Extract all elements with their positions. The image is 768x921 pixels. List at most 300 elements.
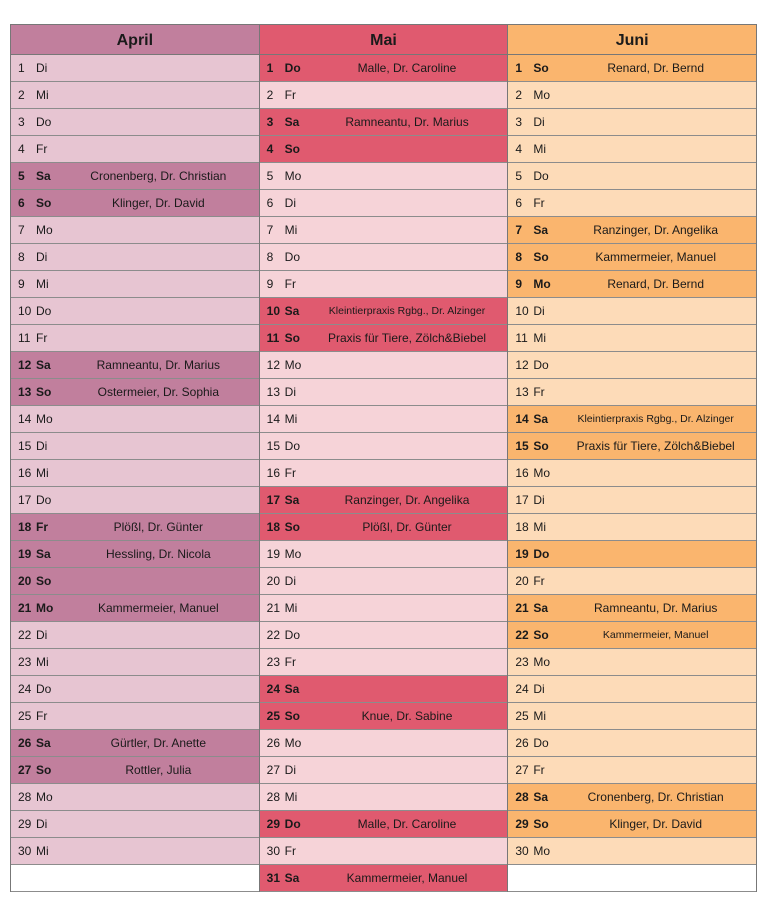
day-row — [260, 811, 508, 838]
weekday: Di — [533, 304, 545, 318]
month-column-juni — [507, 24, 757, 892]
weekday: Di — [284, 385, 297, 399]
day-number: 14 — [18, 412, 32, 426]
on-duty-vet: Renard, Dr. Bernd — [607, 277, 705, 291]
weekday: Di — [533, 115, 545, 129]
day-number: 26 — [515, 736, 529, 750]
day-row — [260, 649, 508, 676]
day-number: 19 — [266, 547, 281, 561]
day-number: 17 — [515, 493, 529, 507]
on-duty-vet: Malle, Dr. Caroline — [357, 817, 457, 831]
day-row — [508, 838, 756, 865]
day-row — [260, 109, 508, 136]
day-row — [11, 136, 259, 163]
day-number: 5 — [515, 169, 523, 183]
day-number: 7 — [266, 223, 274, 237]
day-row — [11, 352, 259, 379]
day-number: 30 — [515, 844, 529, 858]
weekday: Do — [533, 169, 549, 183]
day-row — [11, 487, 259, 514]
day-row — [260, 55, 508, 82]
weekday: Mi — [36, 844, 49, 858]
weekday: Do — [533, 547, 550, 561]
weekday: Sa — [36, 358, 51, 372]
weekday: Di — [533, 682, 545, 696]
day-row — [508, 622, 756, 649]
day-row — [11, 55, 259, 82]
weekday: Di — [36, 439, 48, 453]
day-number: 22 — [18, 628, 32, 642]
day-row — [508, 244, 756, 271]
day-row — [260, 325, 508, 352]
day-row — [508, 460, 756, 487]
day-row — [260, 379, 508, 406]
day-row — [11, 649, 259, 676]
weekday: Di — [36, 628, 48, 642]
weekday: So — [36, 763, 52, 777]
day-row — [508, 136, 756, 163]
day-number: 4 — [515, 142, 523, 156]
day-number: 12 — [18, 358, 32, 372]
day-row — [11, 217, 259, 244]
weekday: So — [36, 574, 52, 588]
day-number: 21 — [515, 601, 529, 615]
day-row — [260, 703, 508, 730]
day-number: 30 — [266, 844, 281, 858]
weekday: Mi — [284, 790, 298, 804]
day-row — [260, 865, 508, 892]
weekday: Mo — [36, 412, 53, 426]
day-number: 23 — [515, 655, 529, 669]
day-row — [11, 595, 259, 622]
day-row — [11, 703, 259, 730]
weekday: Mi — [36, 655, 49, 669]
on-duty-vet: Gürtler, Dr. Anette — [110, 736, 207, 750]
day-row — [11, 784, 259, 811]
day-number: 2 — [18, 88, 25, 102]
day-row — [508, 406, 756, 433]
day-number: 1 — [266, 61, 274, 75]
day-number: 15 — [18, 439, 32, 453]
day-number: 3 — [266, 115, 274, 129]
weekday: Di — [284, 763, 297, 777]
on-duty-vet: Plößl, Dr. Günter — [362, 520, 452, 534]
day-row — [260, 514, 508, 541]
day-row — [260, 163, 508, 190]
day-row — [11, 325, 259, 352]
day-row — [260, 190, 508, 217]
weekday: Do — [284, 439, 301, 453]
day-number: 1 — [515, 61, 523, 75]
day-row — [260, 757, 508, 784]
on-duty-vet: Ramneantu, Dr. Marius — [593, 601, 718, 615]
day-row — [508, 703, 756, 730]
month-header-april: April — [11, 24, 259, 55]
weekday: Mi — [36, 277, 49, 291]
day-number: 25 — [18, 709, 32, 723]
month-column-mai — [259, 24, 508, 892]
weekday: Mo — [36, 601, 54, 615]
weekday: Mo — [533, 88, 551, 102]
weekday: Fr — [36, 142, 48, 156]
on-duty-vet: Cronenberg, Dr. Christian — [587, 790, 724, 804]
day-row — [260, 244, 508, 271]
day-row — [508, 784, 756, 811]
day-number: 2 — [515, 88, 523, 102]
weekday: Di — [36, 61, 48, 75]
weekday: Mo — [533, 844, 551, 858]
weekday: Di — [36, 250, 48, 264]
day-number: 22 — [515, 628, 529, 642]
day-number: 11 — [515, 331, 528, 345]
day-row — [11, 298, 259, 325]
weekday: So — [36, 385, 52, 399]
day-number: 25 — [266, 709, 281, 723]
day-number: 1 — [18, 61, 25, 75]
day-number: 11 — [18, 331, 31, 345]
weekday: So — [533, 250, 549, 264]
weekday: So — [284, 520, 301, 534]
weekday: Sa — [284, 115, 300, 129]
weekday: Mi — [36, 466, 49, 480]
day-number: 22 — [266, 628, 281, 642]
day-row — [11, 190, 259, 217]
weekday: Sa — [284, 871, 300, 885]
weekday: Mo — [284, 169, 302, 183]
weekday: Do — [284, 250, 301, 264]
day-number: 29 — [18, 817, 32, 831]
weekday: Sa — [533, 412, 549, 426]
on-duty-vet: Praxis für Tiere, Zölch&Biebel — [327, 331, 487, 345]
day-row — [260, 352, 508, 379]
day-number: 6 — [515, 196, 523, 210]
weekday: Fr — [284, 277, 296, 291]
day-number: 25 — [515, 709, 529, 723]
on-duty-vet: Malle, Dr. Caroline — [357, 61, 457, 75]
weekday: So — [533, 61, 549, 75]
day-row — [11, 379, 259, 406]
weekday: Fr — [284, 88, 296, 102]
day-number: 3 — [515, 115, 523, 129]
day-number: 13 — [515, 385, 529, 399]
day-number: 27 — [266, 763, 281, 777]
day-row — [11, 622, 259, 649]
weekday: Sa — [533, 790, 549, 804]
day-row — [11, 811, 259, 838]
day-row — [11, 460, 259, 487]
day-row — [11, 406, 259, 433]
day-number: 17 — [266, 493, 281, 507]
weekday: Mo — [284, 358, 302, 372]
weekday: Mi — [533, 709, 547, 723]
day-number: 13 — [266, 385, 281, 399]
weekday: Fr — [284, 466, 296, 480]
day-row — [260, 217, 508, 244]
on-duty-vet: Ramneantu, Dr. Marius — [96, 358, 221, 372]
day-number: 7 — [515, 223, 523, 237]
day-row — [260, 298, 508, 325]
weekday: So — [533, 628, 549, 642]
day-row — [508, 568, 756, 595]
weekday: So — [284, 331, 301, 345]
weekday: Fr — [284, 844, 296, 858]
day-number: 19 — [515, 547, 529, 561]
day-row — [11, 568, 259, 595]
on-duty-vet: Ramneantu, Dr. Marius — [345, 115, 469, 129]
day-row — [508, 541, 756, 568]
day-number: 20 — [515, 574, 529, 588]
weekday: Mo — [533, 655, 551, 669]
day-row — [508, 271, 756, 298]
weekday: Sa — [36, 736, 51, 750]
day-row — [508, 55, 756, 82]
weekday: So — [284, 142, 301, 156]
day-number: 24 — [515, 682, 529, 696]
day-number: 28 — [515, 790, 529, 804]
weekday: Sa — [36, 547, 51, 561]
weekday: Do — [284, 61, 301, 75]
on-duty-vet: Cronenberg, Dr. Christian — [90, 169, 227, 183]
day-number: 18 — [18, 520, 32, 534]
weekday: So — [36, 196, 52, 210]
day-row — [11, 109, 259, 136]
day-number: 10 — [18, 304, 32, 318]
month-column-april — [10, 24, 259, 892]
weekday: Fr — [533, 574, 545, 588]
day-number: 16 — [266, 466, 281, 480]
day-number: 6 — [18, 196, 25, 210]
day-row — [11, 163, 259, 190]
day-number: 19 — [18, 547, 32, 561]
on-duty-vet: Renard, Dr. Bernd — [607, 61, 705, 75]
weekday: Fr — [533, 385, 545, 399]
weekday: So — [533, 439, 549, 453]
month-header-mai: Mai — [260, 24, 508, 55]
day-number: 21 — [18, 601, 32, 615]
day-number: 15 — [515, 439, 529, 453]
weekday: Fr — [533, 196, 545, 210]
on-duty-vet: Knue, Dr. Sabine — [361, 709, 453, 723]
day-row — [508, 217, 756, 244]
duty-calendar — [10, 24, 757, 892]
weekday: Do — [36, 493, 52, 507]
on-duty-vet: Kammermeier, Manuel — [97, 601, 219, 615]
on-duty-vet: Rottler, Julia — [125, 763, 192, 777]
day-number: 9 — [515, 277, 523, 291]
day-row — [508, 595, 756, 622]
weekday: Fr — [533, 763, 545, 777]
on-duty-vet: Klinger, Dr. David — [609, 817, 703, 831]
day-row — [508, 82, 756, 109]
on-duty-vet: Klinger, Dr. David — [111, 196, 205, 210]
day-number: 9 — [18, 277, 25, 291]
day-number: 3 — [18, 115, 25, 129]
weekday: Do — [533, 358, 549, 372]
day-row — [260, 784, 508, 811]
day-number: 20 — [266, 574, 281, 588]
weekday: Mo — [36, 223, 53, 237]
day-number: 29 — [515, 817, 529, 831]
day-row — [260, 676, 508, 703]
weekday: Sa — [284, 304, 300, 318]
day-number: 6 — [266, 196, 274, 210]
weekday: Mi — [284, 601, 298, 615]
on-duty-vet: Kammermeier, Manuel — [346, 871, 468, 885]
day-row — [260, 460, 508, 487]
day-number: 23 — [266, 655, 281, 669]
weekday: Do — [533, 736, 549, 750]
day-row — [260, 838, 508, 865]
day-number: 18 — [266, 520, 281, 534]
weekday: Sa — [36, 169, 51, 183]
empty-row — [508, 865, 756, 892]
day-number: 28 — [266, 790, 281, 804]
day-number: 5 — [18, 169, 25, 183]
day-row — [11, 838, 259, 865]
day-number: 26 — [18, 736, 32, 750]
day-number: 24 — [18, 682, 32, 696]
weekday: Mi — [533, 142, 547, 156]
day-number: 4 — [266, 142, 274, 156]
day-number: 12 — [266, 358, 281, 372]
day-row — [260, 730, 508, 757]
weekday: Fr — [36, 709, 48, 723]
day-number: 27 — [515, 763, 529, 777]
on-duty-vet: Ranzinger, Dr. Angelika — [593, 223, 719, 237]
day-number: 8 — [515, 250, 523, 264]
on-duty-vet: Hessling, Dr. Nicola — [105, 547, 211, 561]
day-row — [11, 730, 259, 757]
day-number: 8 — [266, 250, 274, 264]
day-number: 20 — [18, 574, 32, 588]
day-number: 5 — [266, 169, 274, 183]
day-number: 2 — [266, 88, 274, 102]
on-duty-vet: Kammermeier, Manuel — [595, 250, 717, 264]
weekday: Do — [284, 628, 301, 642]
day-number: 7 — [18, 223, 25, 237]
day-row — [11, 514, 259, 541]
day-row — [508, 811, 756, 838]
weekday: Mi — [533, 331, 547, 345]
day-row — [260, 541, 508, 568]
day-number: 4 — [18, 142, 25, 156]
weekday: Do — [36, 115, 52, 129]
empty-row — [11, 865, 259, 892]
weekday: Do — [284, 817, 301, 831]
day-row — [11, 244, 259, 271]
on-duty-vet: Kleintierpraxis Rgbg., Dr. Alzinger — [328, 305, 486, 317]
day-number: 14 — [266, 412, 281, 426]
day-number: 18 — [515, 520, 529, 534]
day-row — [508, 730, 756, 757]
weekday: Mo — [533, 466, 551, 480]
day-row — [508, 190, 756, 217]
day-number: 23 — [18, 655, 32, 669]
day-row — [11, 757, 259, 784]
day-row — [260, 82, 508, 109]
day-number: 15 — [266, 439, 281, 453]
day-number: 17 — [18, 493, 32, 507]
day-row — [11, 676, 259, 703]
on-duty-vet: Praxis für Tiere, Zölch&Biebel — [576, 439, 735, 453]
weekday: Mi — [284, 223, 298, 237]
weekday: Sa — [533, 601, 549, 615]
day-row — [260, 487, 508, 514]
day-row — [260, 568, 508, 595]
day-row — [260, 271, 508, 298]
weekday: Di — [533, 493, 545, 507]
day-number: 31 — [266, 871, 281, 885]
day-row — [11, 541, 259, 568]
day-row — [260, 433, 508, 460]
on-duty-vet: Plößl, Dr. Günter — [113, 520, 204, 534]
weekday: So — [533, 817, 549, 831]
weekday: Di — [36, 817, 48, 831]
day-number: 28 — [18, 790, 32, 804]
day-number: 16 — [18, 466, 32, 480]
weekday: Mo — [284, 736, 302, 750]
weekday: Mo — [284, 547, 302, 561]
day-row — [508, 325, 756, 352]
month-header-juni: Juni — [508, 24, 756, 55]
day-number: 24 — [266, 682, 281, 696]
day-number: 21 — [266, 601, 281, 615]
day-row — [508, 649, 756, 676]
weekday: Mo — [533, 277, 551, 291]
day-row — [508, 676, 756, 703]
weekday: Mi — [36, 88, 49, 102]
day-number: 10 — [266, 304, 281, 318]
day-number: 14 — [515, 412, 529, 426]
weekday: Do — [36, 304, 52, 318]
weekday: Sa — [284, 493, 300, 507]
day-row — [508, 352, 756, 379]
on-duty-vet: Kammermeier, Manuel — [602, 629, 709, 641]
day-number: 11 — [266, 331, 280, 345]
day-number: 12 — [515, 358, 529, 372]
on-duty-vet: Kleintierpraxis Rgbg., Dr. Alzinger — [577, 413, 734, 425]
day-number: 27 — [18, 763, 32, 777]
day-row — [508, 163, 756, 190]
weekday: Mi — [284, 412, 298, 426]
day-row — [260, 406, 508, 433]
day-row — [11, 82, 259, 109]
weekday: Do — [36, 682, 52, 696]
day-row — [508, 757, 756, 784]
day-row — [508, 487, 756, 514]
day-number: 16 — [515, 466, 529, 480]
day-number: 9 — [266, 277, 274, 291]
day-row — [508, 514, 756, 541]
day-number: 30 — [18, 844, 32, 858]
day-row — [508, 379, 756, 406]
weekday: Sa — [533, 223, 549, 237]
day-row — [11, 271, 259, 298]
weekday: Fr — [284, 655, 296, 669]
day-number: 10 — [515, 304, 529, 318]
weekday: Di — [284, 574, 297, 588]
weekday: So — [284, 709, 301, 723]
day-row — [260, 622, 508, 649]
weekday: Sa — [284, 682, 300, 696]
day-row — [11, 433, 259, 460]
on-duty-vet: Ranzinger, Dr. Angelika — [344, 493, 470, 507]
on-duty-vet: Ostermeier, Dr. Sophia — [97, 385, 220, 399]
day-number: 26 — [266, 736, 281, 750]
day-number: 8 — [18, 250, 25, 264]
weekday: Di — [284, 196, 297, 210]
day-row — [508, 109, 756, 136]
